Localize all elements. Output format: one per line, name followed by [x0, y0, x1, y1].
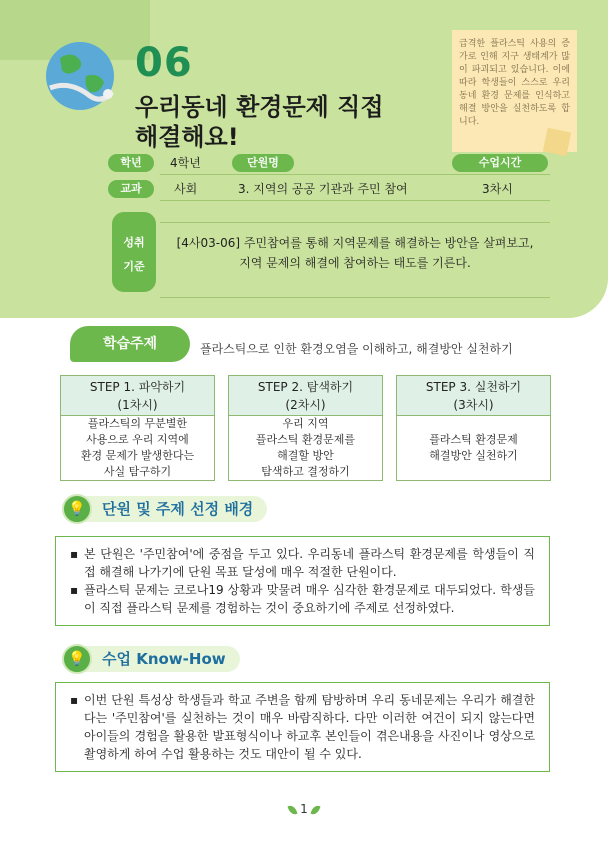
achievement-line-2: 지역 문제의 해결에 참여하는 태도를 기른다.	[239, 256, 471, 270]
knowhow-box	[55, 682, 550, 772]
step-session: (3차시)	[453, 398, 494, 412]
step-header	[61, 376, 214, 416]
topic-tag: 학습주제	[70, 326, 190, 362]
earth-globe-icon	[40, 36, 120, 116]
step-line: 플라스틱의 무분별한	[87, 417, 188, 430]
grade-value: 4학년	[170, 156, 201, 170]
step-line: 탐색하고 결정하기	[261, 465, 350, 478]
step-line: 환경 문제가 발생한다는	[80, 449, 195, 462]
page-title	[135, 92, 384, 152]
page-title-line-2: 해결해요!	[135, 123, 239, 151]
unit-name-tag: 단원명	[232, 154, 294, 172]
step-header	[397, 376, 550, 416]
subject-tag: 교과	[108, 180, 154, 198]
step-line: 플라스틱 환경문제를	[255, 433, 356, 446]
background-box	[55, 536, 550, 626]
step-title: STEP 2. 탐색하기	[257, 380, 354, 394]
achievement-label-1: 성취	[123, 236, 145, 249]
grade-tag: 학년	[108, 154, 154, 172]
step-session: (2차시)	[285, 398, 326, 412]
step-line: 해결방안 실천하기	[429, 449, 518, 462]
divider	[160, 174, 550, 175]
step-body	[229, 416, 382, 480]
step-title: STEP 1. 파악하기	[89, 380, 186, 394]
achievement-line-1: [4사03-06] 주민참여를 통해 지역문제를 해결하는 방안을 살펴보고,	[176, 236, 534, 250]
subject-value: 사회	[174, 182, 198, 196]
step-body	[61, 416, 214, 480]
page-number: 1	[300, 802, 308, 816]
step-line: 플라스틱 환경문제	[429, 433, 518, 446]
lightbulb-icon: 💡	[62, 644, 92, 674]
achievement-label-2: 기준	[123, 260, 145, 273]
step-line: 해결할 방안	[277, 449, 334, 462]
page-title-line-1: 우리동네 환경문제 직접	[135, 93, 384, 121]
step-line: 우리 지역	[282, 417, 329, 430]
intro-note: 급격한 플라스틱 사용의 증가로 인해 지구 생태계가 많이 파괴되고 있습니다. 이에 따라 학생들이 스스로 우리동네 환경 문제를 인식하고 해결 방안을 실천하도록 합니다.	[452, 30, 577, 152]
section-title: 단원 및 주제 선정 배경	[82, 496, 267, 522]
class-time-tag: 수업시간	[452, 154, 548, 172]
list-item: ▪ 이번 단원 특성상 학생들과 학교 주변을 함께 탐방하며 우리 동네문제는 우리가 해결한다는 '주민참여'를 실천하는 것이 매우 바람직하다. 다만 이러한 여건이 되지 않는다면 아이들의 경험을 활용한 발표형식이나 하교후 본인들이 겪은내용을 사진이나 영상으로 촬영하게 하여 수업 활용하는 것도 대안이 될 수 있다.	[70, 691, 535, 763]
step-line: 사실 탐구하기	[103, 465, 172, 478]
step-body	[397, 416, 550, 480]
achievement-standard	[160, 222, 550, 298]
topic-text: 플라스틱으로 인한 환경오염을 이해하고, 해결방안 실천하기	[200, 342, 513, 356]
step-title: STEP 3. 실천하기	[425, 380, 522, 394]
step-header	[229, 376, 382, 416]
step-card	[228, 375, 383, 481]
achievement-tag	[112, 212, 156, 292]
list-item: ▪ 플라스틱 문제는 코로나19 상황과 맞물려 매우 심각한 환경문제로 대두되었다. 학생들이 직접 플라스틱 문제를 경험하는 것이 중요하기에 주제로 선정하였다.	[70, 581, 535, 617]
list-item: ▪ 본 단원은 '주민참여'에 중점을 두고 있다. 우리동네 플라스틱 환경문제를 학생들이 직접 해결해 나가기에 단원 목표 달성에 매우 적절한 단원이다.	[70, 545, 535, 581]
step-session: (1차시)	[117, 398, 158, 412]
step-line: 사용으로 우리 지역에	[86, 433, 189, 446]
divider	[160, 200, 550, 201]
note-fold	[543, 128, 571, 156]
unit-number: 06	[135, 40, 193, 86]
step-card	[396, 375, 551, 481]
step-card	[60, 375, 215, 481]
lightbulb-icon: 💡	[62, 494, 92, 524]
section-title: 수업 Know-How	[82, 646, 240, 672]
unit-name-value: 3. 지역의 공공 기관과 주민 참여	[238, 182, 408, 196]
class-time-value: 3차시	[482, 182, 513, 196]
